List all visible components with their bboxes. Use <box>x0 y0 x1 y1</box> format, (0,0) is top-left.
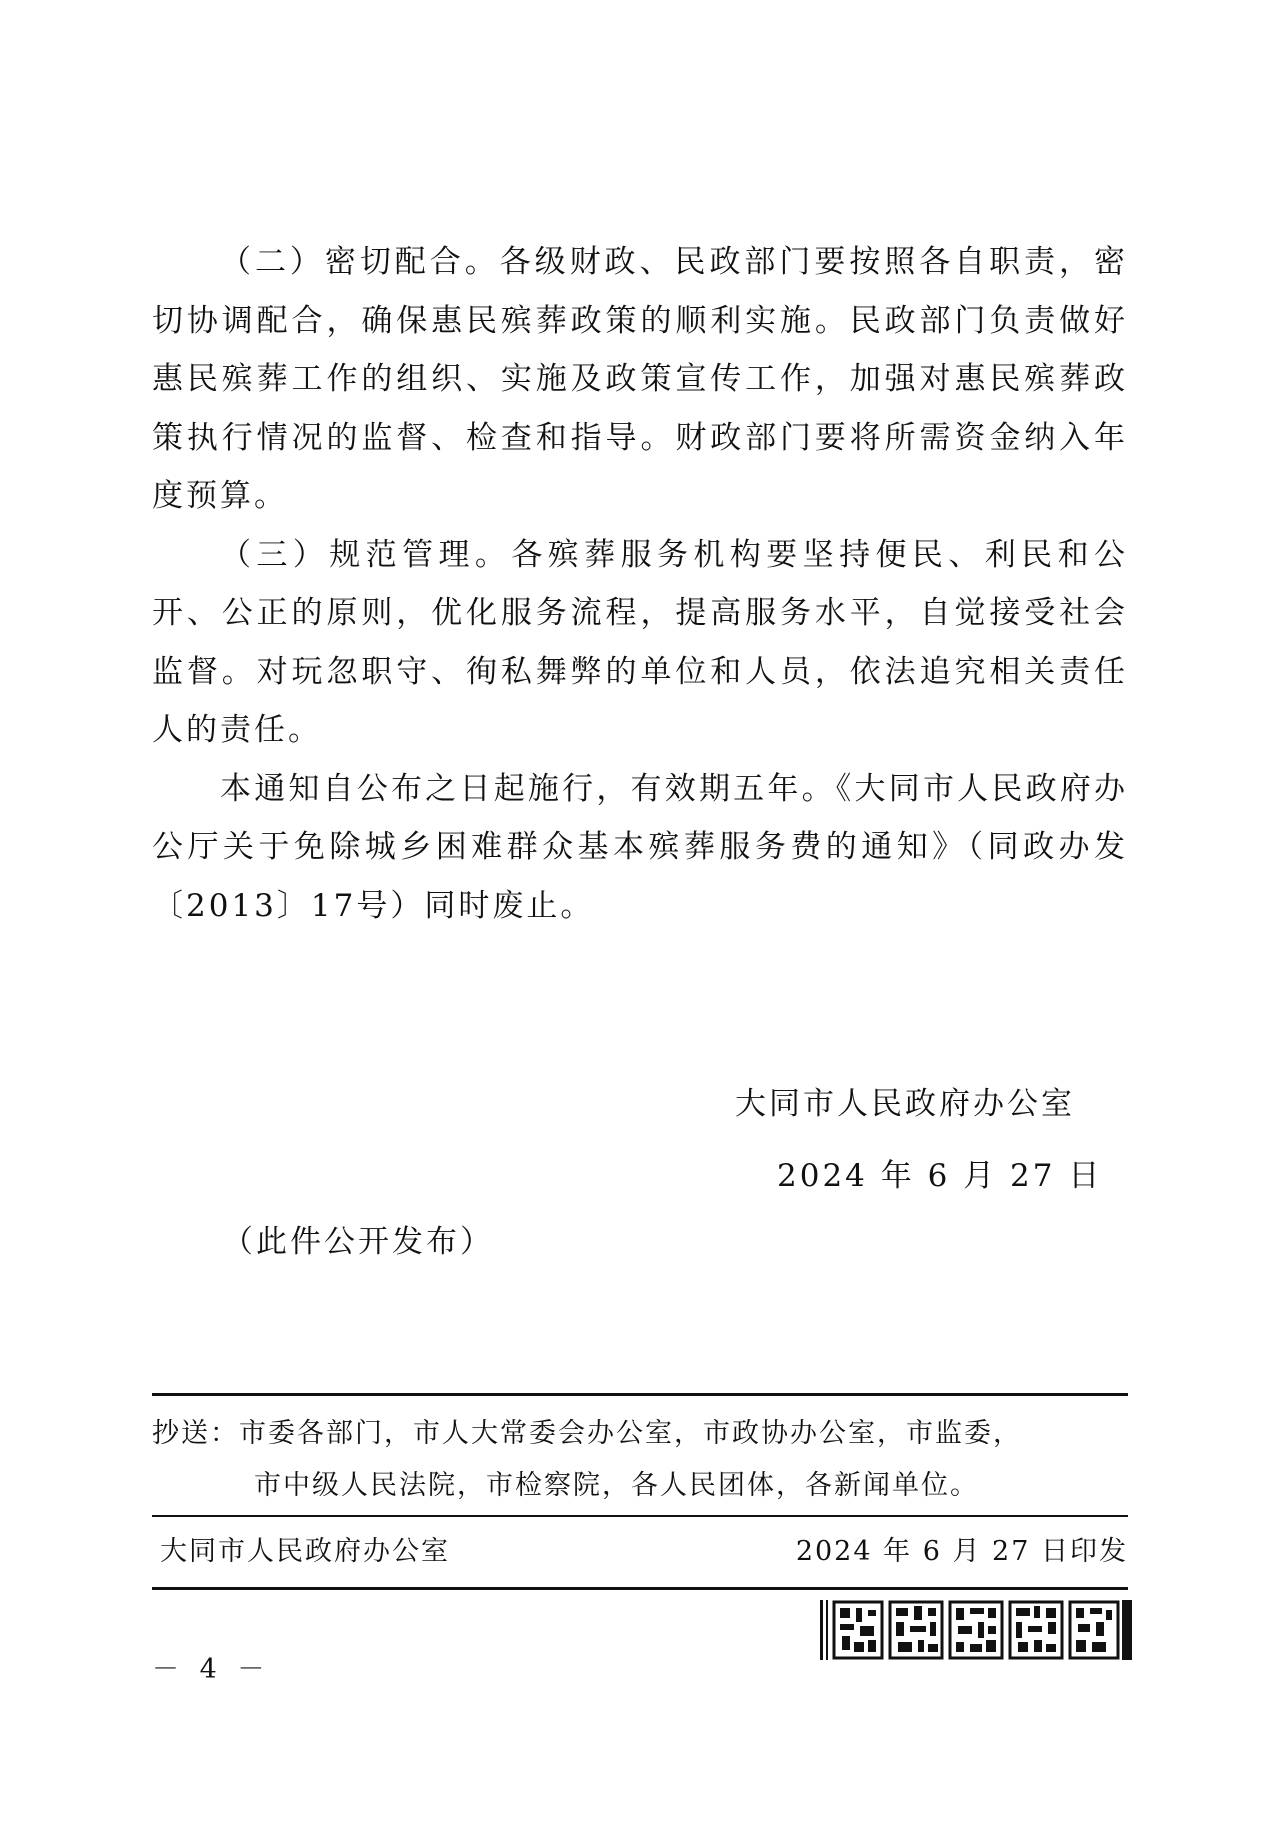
signature-org: 大同市人民政府办公室 <box>735 1086 1075 1122</box>
body-text <box>152 233 1128 935</box>
cc-line-2: 市中级人民法院，市检察院，各人民团体，各新闻单位。 <box>254 1470 979 1501</box>
issuer: 大同市人民政府办公室 <box>160 1536 450 1567</box>
public-release-note: （此件公开发布） <box>222 1224 494 1260</box>
issue-date: 2024 年 6 月 27 日印发 <box>795 1536 1128 1567</box>
signature-date: 2024 年 6 月 27 日 <box>777 1158 1103 1194</box>
divider-top <box>152 1393 1128 1396</box>
barcode-image <box>820 1600 1132 1660</box>
cc-line-1: 抄送：市委各部门，市人大常委会办公室，市政协办公室，市监委， <box>152 1418 1022 1449</box>
divider-bottom <box>152 1587 1128 1590</box>
divider-middle <box>152 1515 1128 1517</box>
page-number: － 4 － <box>152 1654 271 1685</box>
paragraph-management: （三）规范管理。各殡葬服务机构要坚持便民、利民和公开、公正的原则，优化服务流程，提高服务水平，自觉接受社会监督。对玩忽职守、徇私舞弊的单位和人员，依法追究相关责任人的责任。 <box>152 536 1128 748</box>
paragraph-effective-date: 本通知自公布之日起施行，有效期五年。《大同市人民政府办公厅关于免除城乡困难群众基本殡葬服务费的通知》（同政办发〔2013〕17号）同时废止。 <box>152 770 1128 924</box>
paragraph-coordination: （二）密切配合。各级财政、民政部门要按照各自职责，密切协调配合，确保惠民殡葬政策的顺利实施。民政部门负责做好惠民殡葬工作的组织、实施及政策宣传工作，加强对惠民殡葬政策执行情况的监督、检查和指导。财政部门要将所需资金纳入年度预算。 <box>152 244 1128 514</box>
cc-list <box>152 1408 1128 1512</box>
